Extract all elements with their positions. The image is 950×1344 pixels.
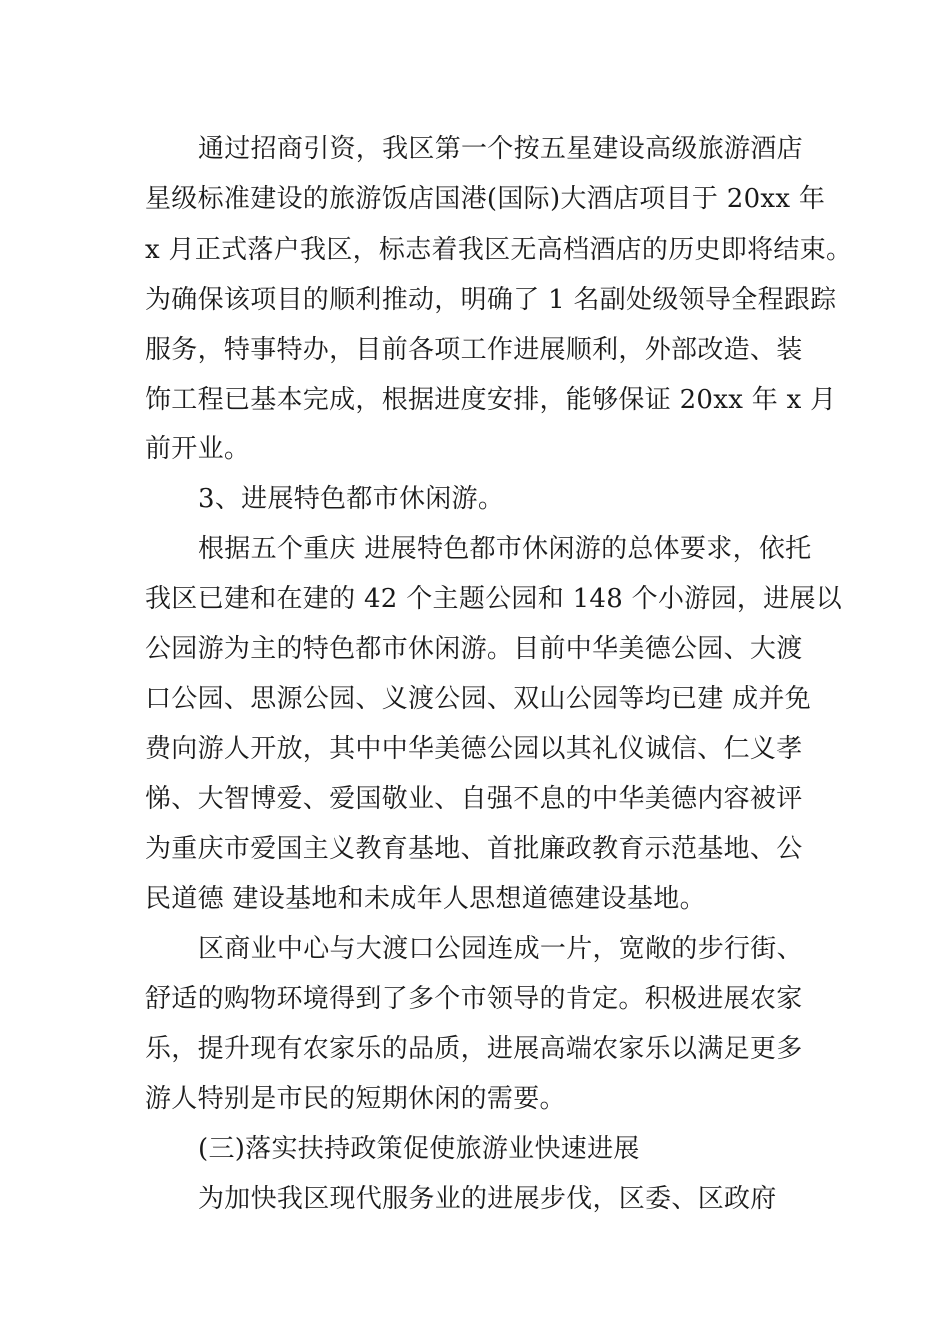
paragraph-1-line-5: 服务，特事特办，目前各项工作进展顺利，外部改造、装 — [145, 335, 803, 365]
paragraph-1-line-7: 前开业。 — [145, 434, 251, 464]
paragraph-1-line-2: 星级标准建设的旅游饭店国港(国际)大酒店项目于 20xx 年 — [145, 184, 826, 214]
paragraph-2-line-5: 费向游人开放，其中中华美德公园以其礼仪诚信、仁义孝 — [145, 734, 803, 764]
section-heading-three: (三)落实扶持政策促使旅游业快速进展 — [198, 1134, 640, 1164]
section-heading-3: 3、进展特色都市休闲游。 — [198, 484, 505, 514]
paragraph-1-line-1: 通过招商引资，我区第一个按五星建设高级旅游酒店 — [198, 134, 803, 164]
paragraph-3-line-3: 乐，提升现有农家乐的品质，进展高端农家乐以满足更多 — [145, 1034, 803, 1064]
paragraph-1-line-4: 为确保该项目的顺利推动，明确了 1 名副处级领导全程跟踪 — [145, 285, 837, 315]
paragraph-2-line-6: 悌、大智博爱、爱国敬业、自强不息的中华美德内容被评 — [145, 784, 803, 814]
paragraph-1-line-3: x 月正式落户我区，标志着我区无高档酒店的历史即将结束。 — [145, 235, 853, 265]
paragraph-3-line-2: 舒适的购物环境得到了多个市领导的肯定。积极进展农家 — [145, 984, 803, 1014]
paragraph-4-line-1: 为加快我区现代服务业的进展步伐，区委、区政府 — [198, 1184, 777, 1214]
paragraph-3-line-1: 区商业中心与大渡口公园连成一片，宽敞的步行街、 — [198, 934, 803, 964]
paragraph-2-line-2: 我区已建和在建的 42 个主题公园和 148 个小游园，进展以 — [145, 584, 843, 614]
paragraph-1-line-6: 饰工程已基本完成，根据进度安排，能够保证 20xx 年 x 月 — [145, 385, 837, 415]
paragraph-2-line-3: 公园游为主的特色都市休闲游。目前中华美德公园、大渡 — [145, 634, 803, 664]
paragraph-2-line-4: 口公园、思源公园、义渡公园、双山公园等均已建 成并免 — [145, 684, 812, 714]
paragraph-3-line-4: 游人特别是市民的短期休闲的需要。 — [145, 1084, 566, 1114]
paragraph-2-line-8: 民道德 建设基地和未成年人思想道德建设基地。 — [145, 884, 706, 914]
paragraph-2-line-1: 根据五个重庆 进展特色都市休闲游的总体要求，依托 — [198, 534, 812, 564]
paragraph-2-line-7: 为重庆市爱国主义教育基地、首批廉政教育示范基地、公 — [145, 834, 803, 864]
